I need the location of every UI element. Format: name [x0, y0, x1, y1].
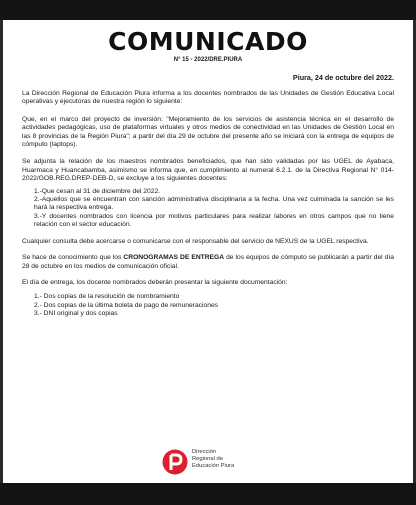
list-item: 3.-Y docentes nombrados con licencia por motivos particulares para realizar labores en otros campos que no tiene relación con el sector educación. — [34, 212, 394, 229]
list-item: 2.- Dos copias de la última boleta de pago de remuneraciones — [34, 301, 219, 309]
list-item: 3.- DNI original y dos copias — [34, 310, 118, 318]
paragraph-beneficiaries: Se adjunta la relación de los maestros nombrados beneficiados, que han sido validadas por las UGEL de Ayabaca, Huarmaca y Huancabamba, asimismo se informa que, en cumplimiento al numeral 6.2.1. de la Directiva Regional N° 014-2022/GOB.REG.DREP-DEB-D, se excluye a los siguientes docentes: — [22, 158, 394, 183]
exclusion-list — [22, 188, 394, 230]
document-date: Piura, 24 de octubre del 2022. — [292, 73, 394, 82]
bottom-border-bar — [0, 483, 416, 505]
documents-list — [22, 293, 394, 318]
paragraph-contact: Cualquier consulta debe acercarse o comunicarse con el responsable del servicio de NEXUS de la UGEL respectiva. — [22, 237, 369, 245]
schedule-text-end: de los equipos de cómputo se publicarán a partir del día 28 de octubre en los medios de comunicación oficial. — [22, 254, 394, 270]
document-body — [22, 28, 394, 319]
paragraph-intro: La Dirección Regional de Educación Piura informa a los docentes nombrados de las Unidades de Gestión Educativa Local operativas y ejecutoras de nuestra región lo siguiente: — [22, 90, 394, 106]
list-item: 2.-Aquellos que se encuentran con sanción administrativa disciplinaria a la fecha. Una vez culminada la sanción se les hará la respectiva entrega. — [34, 196, 394, 212]
logo-text — [192, 449, 234, 470]
top-border-bar — [0, 0, 416, 20]
paragraph-documentation: El día de entrega, los docente nombrados deberán presentar la siguiente documentación: — [22, 278, 288, 286]
list-item: 1.-Que cesan al 31 de diciembre del 2022. — [34, 187, 161, 195]
document-title: COMUNICADO — [108, 27, 308, 56]
drep-logo — [162, 447, 282, 477]
logo-text-line: Regional de — [192, 456, 223, 462]
list-item: 1.- Dos copias de la resolución de nombramiento — [34, 293, 180, 301]
logo-text-line: Dirección — [192, 449, 217, 455]
schedule-text-start: Se hace de conocimiento que los — [22, 254, 124, 262]
document-number: N° 15 - 2022/DRE.PIURA — [173, 57, 243, 63]
paragraph-schedule — [22, 254, 394, 271]
logo-text-line: Educación Piura — [192, 463, 235, 469]
left-border — [0, 20, 3, 483]
paragraph-project: Que, en el marco del proyecto de inversión: "Mejoramiento de los servicios de asistencia técnica en el desarrollo de actividades pedagógicas, uso de plataformas virtuales y otros medios de conectividad en las Unidades de Gestión Local en las 8 provincias de la Región Piura"; a partir del día 29 de octubre del presente año se iniciará con la entrega de equipos de cómputo (laptops). — [22, 115, 394, 149]
schedule-highlight: CRONOGRAMAS DE ENTREGA — [123, 254, 225, 262]
drep-logo-icon — [162, 449, 188, 475]
